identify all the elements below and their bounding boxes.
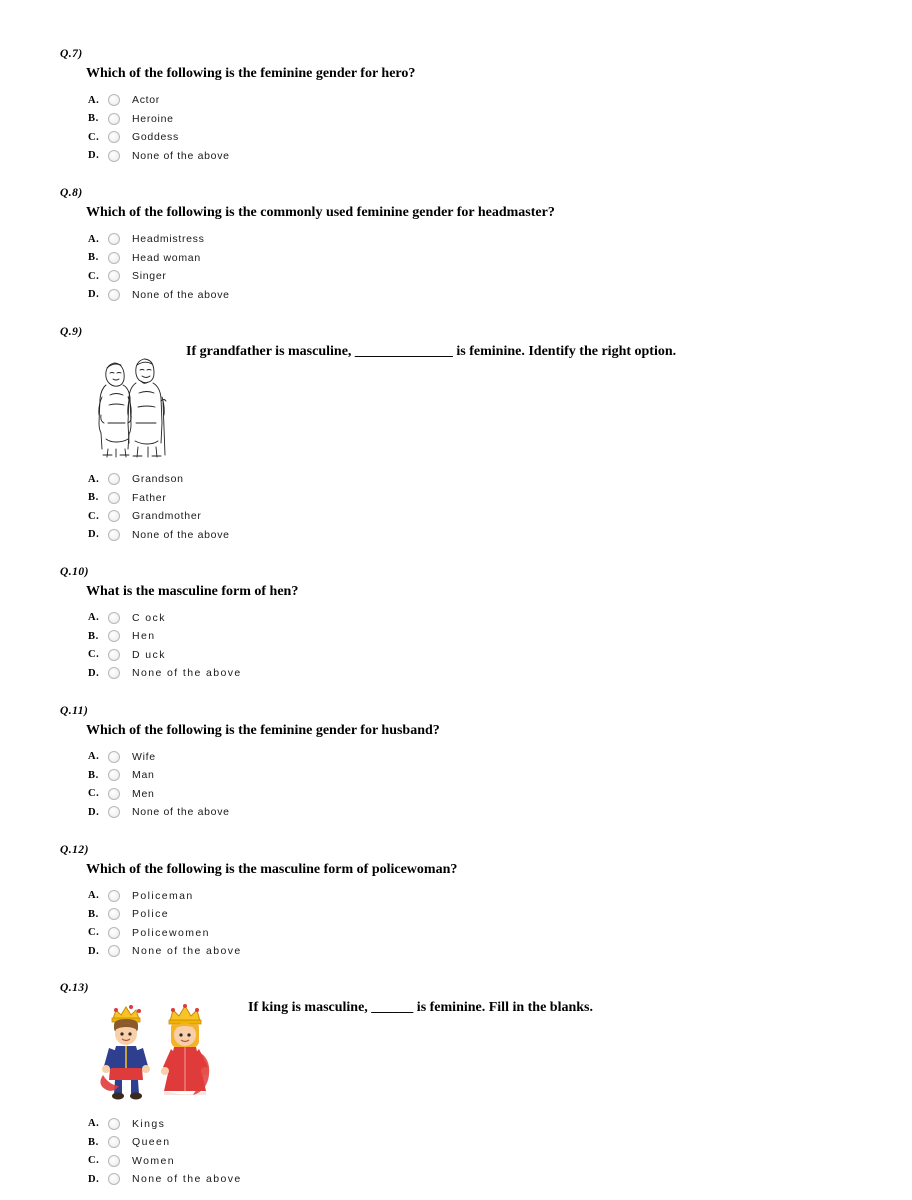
option-label: Police: [132, 908, 169, 921]
option-label: Singer: [132, 270, 167, 283]
options-list: [0, 230, 912, 304]
option-label: Policeman: [132, 889, 194, 902]
question-text: If grandfather is masculine, ______________ is feminine. Identify the right option.: [186, 343, 677, 359]
option-row[interactable]: [88, 146, 912, 165]
option-letter: A.: [88, 94, 100, 106]
option-letter: B.: [88, 492, 99, 504]
option-label: Headmistress: [132, 233, 205, 246]
options-list: [0, 886, 912, 960]
question-text: Which of the following is the commonly used feminine gender for headmaster?: [86, 204, 555, 220]
option-label: Actor: [132, 94, 161, 107]
radio-button-icon[interactable]: [108, 1155, 120, 1167]
radio-button-icon[interactable]: [108, 769, 120, 781]
radio-button-icon[interactable]: [108, 289, 120, 301]
radio-button-icon[interactable]: [108, 252, 120, 264]
radio-button-icon[interactable]: [108, 113, 120, 125]
option-row[interactable]: [88, 923, 912, 942]
option-letter: A.: [88, 751, 100, 763]
option-row[interactable]: [88, 905, 912, 924]
option-row[interactable]: [88, 1133, 912, 1152]
option-label: None of the above: [132, 945, 242, 958]
option-label: None of the above: [132, 528, 230, 541]
radio-button-icon[interactable]: [108, 529, 120, 541]
radio-button-icon[interactable]: [108, 270, 120, 282]
option-letter: C.: [88, 927, 100, 939]
option-letter: C.: [88, 131, 100, 143]
option-label: Grandson: [132, 473, 184, 486]
radio-button-icon[interactable]: [108, 1136, 120, 1148]
option-label: D uck: [132, 648, 166, 661]
option-letter: A.: [88, 473, 100, 485]
option-label: Wife: [132, 750, 156, 763]
option-row[interactable]: [88, 1151, 912, 1170]
option-row[interactable]: [88, 507, 912, 526]
radio-button-icon[interactable]: [108, 510, 120, 522]
option-row[interactable]: [88, 646, 912, 665]
option-letter: D.: [88, 1173, 100, 1185]
radio-button-icon[interactable]: [108, 649, 120, 661]
question-block-10: [0, 566, 912, 683]
question-number: Q.10): [60, 565, 90, 578]
option-label: Man: [132, 769, 155, 782]
option-row[interactable]: [88, 627, 912, 646]
options-list: [0, 748, 912, 822]
radio-button-icon[interactable]: [108, 94, 120, 106]
option-row[interactable]: [88, 91, 912, 110]
radio-button-icon[interactable]: [108, 927, 120, 939]
option-label: Heroine: [132, 112, 174, 125]
option-row[interactable]: [88, 803, 912, 822]
radio-button-icon[interactable]: [108, 1173, 120, 1185]
grandparents-illustration: [92, 349, 172, 459]
option-label: Goddess: [132, 131, 179, 144]
option-label: None of the above: [132, 149, 230, 162]
option-row[interactable]: [88, 230, 912, 249]
option-letter: A.: [88, 233, 100, 245]
question-text: Which of the following is the feminine gender for husband?: [86, 722, 440, 738]
radio-button-icon[interactable]: [108, 630, 120, 642]
option-row[interactable]: [88, 285, 912, 304]
option-label: Men: [132, 787, 155, 800]
option-letter: B.: [88, 769, 99, 781]
radio-button-icon[interactable]: [108, 667, 120, 679]
options-list: [0, 470, 912, 544]
question-number: Q.12): [60, 843, 90, 856]
option-row[interactable]: [88, 766, 912, 785]
option-letter: D.: [88, 806, 100, 818]
option-row[interactable]: [88, 128, 912, 147]
radio-button-icon[interactable]: [108, 131, 120, 143]
option-label: None of the above: [132, 667, 242, 680]
radio-button-icon[interactable]: [108, 1118, 120, 1130]
option-letter: A.: [88, 1118, 100, 1130]
option-letter: D.: [88, 150, 100, 162]
radio-button-icon[interactable]: [108, 150, 120, 162]
radio-button-icon[interactable]: [108, 751, 120, 763]
option-label: Hen: [132, 630, 156, 643]
option-letter: B.: [88, 113, 99, 125]
option-row[interactable]: [88, 942, 912, 961]
radio-button-icon[interactable]: [108, 908, 120, 920]
option-label: Kings: [132, 1117, 166, 1130]
option-label: Policewomen: [132, 926, 210, 939]
question-block-7: [0, 48, 912, 165]
option-letter: B.: [88, 1136, 99, 1148]
option-row[interactable]: [88, 109, 912, 128]
option-label: None of the above: [132, 288, 230, 301]
option-label: Queen: [132, 1136, 171, 1149]
option-label: None of the above: [132, 806, 230, 819]
option-letter: B.: [88, 908, 99, 920]
question-number: Q.7): [60, 48, 83, 60]
radio-button-icon[interactable]: [108, 473, 120, 485]
question-text: Which of the following is the feminine gender for hero?: [86, 66, 416, 81]
radio-button-icon[interactable]: [108, 945, 120, 957]
option-label: None of the above: [132, 1173, 242, 1186]
option-letter: B.: [88, 252, 99, 264]
options-list: [0, 91, 912, 165]
question-text: Which of the following is the masculine form of policewoman?: [86, 861, 458, 877]
option-letter: A.: [88, 890, 100, 902]
option-label: Head woman: [132, 251, 201, 264]
options-list: [0, 1114, 912, 1188]
option-letter: D.: [88, 945, 100, 957]
option-label: Father: [132, 491, 167, 504]
option-letter: C.: [88, 649, 100, 661]
option-row[interactable]: [88, 1170, 912, 1189]
option-row[interactable]: [88, 488, 912, 507]
question-number: Q.9): [60, 325, 83, 338]
option-row[interactable]: [88, 1114, 912, 1133]
option-label: Women: [132, 1154, 175, 1167]
question-block-8: [0, 187, 912, 304]
option-letter: C.: [88, 270, 100, 282]
question-block-11: [0, 705, 912, 822]
option-letter: D.: [88, 289, 100, 301]
radio-button-icon[interactable]: [108, 233, 120, 245]
option-label: C ock: [132, 611, 166, 624]
option-row[interactable]: [88, 248, 912, 267]
question-block-12: [0, 844, 912, 961]
option-letter: C.: [88, 788, 100, 800]
question-number: Q.13): [60, 982, 90, 995]
options-list: [0, 609, 912, 683]
question-block-9: [0, 326, 912, 544]
radio-button-icon[interactable]: [108, 492, 120, 504]
radio-button-icon[interactable]: [108, 806, 120, 818]
king-queen-illustration: [95, 1003, 235, 1103]
option-letter: C.: [88, 1155, 100, 1167]
option-row[interactable]: [88, 748, 912, 767]
radio-button-icon[interactable]: [108, 788, 120, 800]
radio-button-icon[interactable]: [108, 890, 120, 902]
radio-button-icon[interactable]: [108, 612, 120, 624]
option-row[interactable]: [88, 886, 912, 905]
option-letter: A.: [88, 612, 100, 624]
option-row[interactable]: [88, 470, 912, 489]
question-block-13: [0, 982, 912, 1188]
option-row[interactable]: [88, 664, 912, 683]
option-row[interactable]: [88, 609, 912, 628]
option-letter: D.: [88, 529, 100, 541]
option-letter: C.: [88, 510, 100, 522]
question-text: If king is masculine, ______ is feminine. Fill in the blanks.: [248, 1000, 593, 1016]
question-number: Q.11): [60, 704, 89, 717]
option-label: Grandmother: [132, 510, 202, 523]
option-row[interactable]: [88, 267, 912, 286]
question-text: What is the masculine form of hen?: [86, 583, 299, 599]
option-row[interactable]: [88, 525, 912, 544]
option-letter: D.: [88, 667, 100, 679]
option-row[interactable]: [88, 785, 912, 804]
option-letter: B.: [88, 630, 99, 642]
question-number: Q.8): [60, 186, 83, 199]
